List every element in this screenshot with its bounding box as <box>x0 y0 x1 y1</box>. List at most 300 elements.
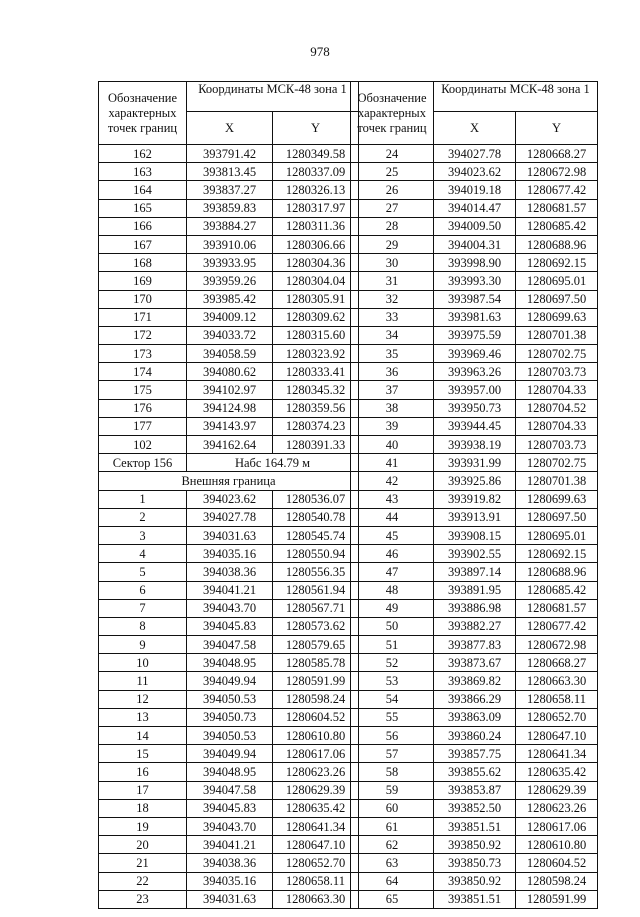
y-coordinate-cell: 1280677.42 <box>516 617 598 635</box>
y-coordinate-cell: 1280672.98 <box>516 636 598 654</box>
y-coordinate-cell: 1280610.80 <box>273 727 359 745</box>
x-coordinate-cell: 394035.16 <box>187 872 273 890</box>
point-code-cell: 65 <box>351 890 434 908</box>
x-coordinate-cell: 393998.90 <box>434 254 516 272</box>
point-code-cell: 163 <box>99 163 187 181</box>
point-code-cell: 32 <box>351 290 434 308</box>
table-row <box>351 654 598 672</box>
point-code-cell: 62 <box>351 836 434 854</box>
table-row <box>99 526 359 544</box>
table-row <box>351 854 598 872</box>
table-row <box>99 235 359 253</box>
point-code-cell: 25 <box>351 163 434 181</box>
x-coordinate-cell: 394038.36 <box>187 854 273 872</box>
point-code-cell: 53 <box>351 672 434 690</box>
y-coordinate-cell: 1280629.39 <box>516 781 598 799</box>
y-coordinate-cell: 1280635.42 <box>516 763 598 781</box>
point-code-cell: 63 <box>351 854 434 872</box>
x-coordinate-cell: 393950.73 <box>434 399 516 417</box>
x-coordinate-cell: 394009.50 <box>434 217 516 235</box>
point-code-cell: 52 <box>351 654 434 672</box>
x-coordinate-cell: 394048.95 <box>187 763 273 781</box>
y-coordinate-cell: 1280304.04 <box>273 272 359 290</box>
table-row <box>351 672 598 690</box>
table-row <box>351 617 598 635</box>
table-row <box>99 417 359 435</box>
y-coordinate-cell: 1280692.15 <box>516 254 598 272</box>
x-coordinate-cell: 393969.46 <box>434 345 516 363</box>
table-row <box>351 799 598 817</box>
y-coordinate-cell: 1280305.91 <box>273 290 359 308</box>
x-coordinate-cell: 393866.29 <box>434 690 516 708</box>
y-coordinate-cell: 1280550.94 <box>273 545 359 563</box>
point-code-cell: 171 <box>99 308 187 326</box>
y-coordinate-cell: 1280604.52 <box>516 854 598 872</box>
point-code-cell: 162 <box>99 145 187 163</box>
y-coordinate-cell: 1280699.63 <box>516 490 598 508</box>
point-code-cell: 30 <box>351 254 434 272</box>
left-table-sector <box>99 454 359 490</box>
x-coordinate-cell: 393857.75 <box>434 745 516 763</box>
table-row <box>99 745 359 763</box>
x-coordinate-cell: 394027.78 <box>434 145 516 163</box>
y-coordinate-cell: 1280652.70 <box>273 854 359 872</box>
y-coordinate-cell: 1280647.10 <box>273 836 359 854</box>
y-coordinate-cell: 1280663.30 <box>273 890 359 908</box>
table-row <box>351 636 598 654</box>
table-row <box>99 727 359 745</box>
y-coordinate-cell: 1280311.36 <box>273 217 359 235</box>
point-code-cell: 33 <box>351 308 434 326</box>
point-code-cell: 40 <box>351 436 434 454</box>
table-row <box>99 181 359 199</box>
point-code-cell: 9 <box>99 636 187 654</box>
x-coordinate-cell: 394035.16 <box>187 545 273 563</box>
y-coordinate-cell: 1280345.32 <box>273 381 359 399</box>
point-code-cell: 14 <box>99 727 187 745</box>
x-coordinate-cell: 393897.14 <box>434 563 516 581</box>
table-row <box>351 745 598 763</box>
y-coordinate-cell: 1280337.09 <box>273 163 359 181</box>
x-coordinate-cell: 393981.63 <box>434 308 516 326</box>
point-code-cell: 29 <box>351 235 434 253</box>
x-coordinate-cell: 393933.95 <box>187 254 273 272</box>
table-row <box>351 399 598 417</box>
point-code-cell: 177 <box>99 417 187 435</box>
left-table-body-b <box>99 490 359 908</box>
header-x: X <box>187 112 273 145</box>
x-coordinate-cell: 393855.62 <box>434 763 516 781</box>
y-coordinate-cell: 1280701.38 <box>516 326 598 344</box>
x-coordinate-cell: 394004.31 <box>434 235 516 253</box>
x-coordinate-cell: 394049.94 <box>187 672 273 690</box>
point-code-cell: 27 <box>351 199 434 217</box>
point-code-cell: 13 <box>99 708 187 726</box>
table-row <box>351 217 598 235</box>
table-row <box>351 235 598 253</box>
table-row <box>351 526 598 544</box>
table-row <box>99 563 359 581</box>
table-row <box>351 581 598 599</box>
table-row <box>99 581 359 599</box>
point-code-cell: 45 <box>351 526 434 544</box>
point-code-cell: 60 <box>351 799 434 817</box>
x-coordinate-cell: 394045.83 <box>187 617 273 635</box>
x-coordinate-cell: 393886.98 <box>434 599 516 617</box>
y-coordinate-cell: 1280573.62 <box>273 617 359 635</box>
point-code-cell: 5 <box>99 563 187 581</box>
y-coordinate-cell: 1280702.75 <box>516 454 598 472</box>
y-coordinate-cell: 1280635.42 <box>273 799 359 817</box>
table-row <box>99 817 359 835</box>
x-coordinate-cell: 394049.94 <box>187 745 273 763</box>
point-code-cell: 6 <box>99 581 187 599</box>
table-row <box>99 163 359 181</box>
x-coordinate-cell: 393791.42 <box>187 145 273 163</box>
y-coordinate-cell: 1280567.71 <box>273 599 359 617</box>
table-row <box>99 254 359 272</box>
x-coordinate-cell: 394047.58 <box>187 636 273 654</box>
table-row <box>99 799 359 817</box>
table-row <box>99 636 359 654</box>
x-coordinate-cell: 393813.45 <box>187 163 273 181</box>
y-coordinate-cell: 1280545.74 <box>273 526 359 544</box>
y-coordinate-cell: 1280658.11 <box>273 872 359 890</box>
table-row <box>351 708 598 726</box>
table-row <box>99 599 359 617</box>
y-coordinate-cell: 1280317.97 <box>273 199 359 217</box>
y-coordinate-cell: 1280617.06 <box>516 817 598 835</box>
point-code-cell: 2 <box>99 508 187 526</box>
x-coordinate-cell: 393882.27 <box>434 617 516 635</box>
y-coordinate-cell: 1280591.99 <box>273 672 359 690</box>
table-row <box>99 617 359 635</box>
table-row <box>351 163 598 181</box>
table-row <box>99 436 359 454</box>
table-row <box>99 781 359 799</box>
point-code-cell: 167 <box>99 235 187 253</box>
table-row <box>99 690 359 708</box>
point-code-cell: 11 <box>99 672 187 690</box>
x-coordinate-cell: 394058.59 <box>187 345 273 363</box>
point-code-cell: 28 <box>351 217 434 235</box>
x-coordinate-cell: 393959.26 <box>187 272 273 290</box>
x-coordinate-cell: 393884.27 <box>187 217 273 235</box>
table-row <box>351 254 598 272</box>
y-coordinate-cell: 1280704.33 <box>516 381 598 399</box>
right-coordinates-table <box>350 81 598 909</box>
table-row <box>99 508 359 526</box>
sector-value: Набс 164.79 м <box>187 454 359 472</box>
table-row <box>99 836 359 854</box>
table-row <box>99 345 359 363</box>
point-code-cell: 39 <box>351 417 434 435</box>
x-coordinate-cell: 394050.73 <box>187 708 273 726</box>
x-coordinate-cell: 393944.45 <box>434 417 516 435</box>
point-code-cell: 102 <box>99 436 187 454</box>
x-coordinate-cell: 393975.59 <box>434 326 516 344</box>
x-coordinate-cell: 394031.63 <box>187 526 273 544</box>
point-code-cell: 168 <box>99 254 187 272</box>
y-coordinate-cell: 1280695.01 <box>516 526 598 544</box>
y-coordinate-cell: 1280703.73 <box>516 363 598 381</box>
x-coordinate-cell: 393987.54 <box>434 290 516 308</box>
outer-boundary-row <box>99 472 359 490</box>
x-coordinate-cell: 394009.12 <box>187 308 273 326</box>
point-code-cell: 170 <box>99 290 187 308</box>
x-coordinate-cell: 393850.92 <box>434 872 516 890</box>
point-code-cell: 44 <box>351 508 434 526</box>
point-code-cell: 7 <box>99 599 187 617</box>
point-code-cell: 4 <box>99 545 187 563</box>
y-coordinate-cell: 1280672.98 <box>516 163 598 181</box>
y-coordinate-cell: 1280374.23 <box>273 417 359 435</box>
y-coordinate-cell: 1280663.30 <box>516 672 598 690</box>
x-coordinate-cell: 394031.63 <box>187 890 273 908</box>
y-coordinate-cell: 1280556.35 <box>273 563 359 581</box>
x-coordinate-cell: 394045.83 <box>187 799 273 817</box>
y-coordinate-cell: 1280704.52 <box>516 399 598 417</box>
table-row <box>351 508 598 526</box>
x-coordinate-cell: 394038.36 <box>187 563 273 581</box>
point-code-cell: 3 <box>99 526 187 544</box>
y-coordinate-cell: 1280629.39 <box>273 781 359 799</box>
x-coordinate-cell: 393863.09 <box>434 708 516 726</box>
y-coordinate-cell: 1280668.27 <box>516 145 598 163</box>
y-coordinate-cell: 1280323.92 <box>273 345 359 363</box>
point-code-cell: 169 <box>99 272 187 290</box>
point-code-cell: 174 <box>99 363 187 381</box>
x-coordinate-cell: 394041.21 <box>187 836 273 854</box>
point-code-cell: 18 <box>99 799 187 817</box>
x-coordinate-cell: 393919.82 <box>434 490 516 508</box>
point-code-cell: 42 <box>351 472 434 490</box>
table-row <box>351 690 598 708</box>
table-row <box>351 308 598 326</box>
x-coordinate-cell: 394033.72 <box>187 326 273 344</box>
y-coordinate-cell: 1280688.96 <box>516 563 598 581</box>
y-coordinate-cell: 1280359.56 <box>273 399 359 417</box>
table-row <box>99 145 359 163</box>
header-point-code: Обозначение характерных точек границ <box>99 82 187 145</box>
point-code-cell: 17 <box>99 781 187 799</box>
x-coordinate-cell: 394143.97 <box>187 417 273 435</box>
point-code-cell: 46 <box>351 545 434 563</box>
x-coordinate-cell: 393837.27 <box>187 181 273 199</box>
y-coordinate-cell: 1280677.42 <box>516 181 598 199</box>
y-coordinate-cell: 1280591.99 <box>516 890 598 908</box>
point-code-cell: 8 <box>99 617 187 635</box>
point-code-cell: 20 <box>99 836 187 854</box>
table-row <box>351 436 598 454</box>
x-coordinate-cell: 393860.24 <box>434 727 516 745</box>
point-code-cell: 38 <box>351 399 434 417</box>
point-code-cell: 57 <box>351 745 434 763</box>
table-row <box>99 217 359 235</box>
y-coordinate-cell: 1280641.34 <box>273 817 359 835</box>
x-coordinate-cell: 394050.53 <box>187 690 273 708</box>
table-row <box>99 890 359 908</box>
y-coordinate-cell: 1280699.63 <box>516 308 598 326</box>
x-coordinate-cell: 394027.78 <box>187 508 273 526</box>
x-coordinate-cell: 393993.30 <box>434 272 516 290</box>
point-code-cell: 22 <box>99 872 187 890</box>
point-code-cell: 16 <box>99 763 187 781</box>
x-coordinate-cell: 393902.55 <box>434 545 516 563</box>
y-coordinate-cell: 1280536.07 <box>273 490 359 508</box>
point-code-cell: 172 <box>99 326 187 344</box>
y-coordinate-cell: 1280703.73 <box>516 436 598 454</box>
y-coordinate-cell: 1280701.38 <box>516 472 598 490</box>
y-coordinate-cell: 1280326.13 <box>273 181 359 199</box>
y-coordinate-cell: 1280391.33 <box>273 436 359 454</box>
x-coordinate-cell: 393850.73 <box>434 854 516 872</box>
point-code-cell: 59 <box>351 781 434 799</box>
y-coordinate-cell: 1280623.26 <box>273 763 359 781</box>
table-row <box>351 454 598 472</box>
point-code-cell: 58 <box>351 763 434 781</box>
x-coordinate-cell: 394023.62 <box>187 490 273 508</box>
x-coordinate-cell: 393873.67 <box>434 654 516 672</box>
point-code-cell: 50 <box>351 617 434 635</box>
point-code-cell: 21 <box>99 854 187 872</box>
y-coordinate-cell: 1280561.94 <box>273 581 359 599</box>
table-row <box>351 417 598 435</box>
table-row <box>99 654 359 672</box>
x-coordinate-cell: 394162.64 <box>187 436 273 454</box>
y-coordinate-cell: 1280617.06 <box>273 745 359 763</box>
table-row <box>351 272 598 290</box>
point-code-cell: 26 <box>351 181 434 199</box>
outer-boundary-label: Внешняя граница <box>99 472 359 490</box>
y-coordinate-cell: 1280702.75 <box>516 345 598 363</box>
table-row <box>351 181 598 199</box>
point-code-cell: 176 <box>99 399 187 417</box>
x-coordinate-cell: 393913.91 <box>434 508 516 526</box>
point-code-cell: 10 <box>99 654 187 672</box>
x-coordinate-cell: 393963.26 <box>434 363 516 381</box>
table-row <box>351 890 598 908</box>
point-code-cell: 56 <box>351 727 434 745</box>
point-code-cell: 24 <box>351 145 434 163</box>
sector-row <box>99 454 359 472</box>
y-coordinate-cell: 1280647.10 <box>516 727 598 745</box>
y-coordinate-cell: 1280704.33 <box>516 417 598 435</box>
table-row <box>351 599 598 617</box>
y-coordinate-cell: 1280681.57 <box>516 599 598 617</box>
table-row <box>99 363 359 381</box>
x-coordinate-cell: 393985.42 <box>187 290 273 308</box>
y-coordinate-cell: 1280598.24 <box>273 690 359 708</box>
y-coordinate-cell: 1280652.70 <box>516 708 598 726</box>
point-code-cell: 175 <box>99 381 187 399</box>
x-coordinate-cell: 394014.47 <box>434 199 516 217</box>
y-coordinate-cell: 1280668.27 <box>516 654 598 672</box>
table-row <box>351 545 598 563</box>
y-coordinate-cell: 1280641.34 <box>516 745 598 763</box>
x-coordinate-cell: 393851.51 <box>434 890 516 908</box>
y-coordinate-cell: 1280585.78 <box>273 654 359 672</box>
point-code-cell: 47 <box>351 563 434 581</box>
table-row <box>99 290 359 308</box>
x-coordinate-cell: 393853.87 <box>434 781 516 799</box>
y-coordinate-cell: 1280540.78 <box>273 508 359 526</box>
header-x: X <box>434 112 516 145</box>
y-coordinate-cell: 1280623.26 <box>516 799 598 817</box>
y-coordinate-cell: 1280349.58 <box>273 145 359 163</box>
y-coordinate-cell: 1280692.15 <box>516 545 598 563</box>
y-coordinate-cell: 1280681.57 <box>516 199 598 217</box>
x-coordinate-cell: 393908.15 <box>434 526 516 544</box>
table-row <box>99 272 359 290</box>
table-row <box>99 854 359 872</box>
y-coordinate-cell: 1280688.96 <box>516 235 598 253</box>
x-coordinate-cell: 393891.95 <box>434 581 516 599</box>
point-code-cell: 49 <box>351 599 434 617</box>
table-row <box>99 381 359 399</box>
y-coordinate-cell: 1280697.50 <box>516 508 598 526</box>
point-code-cell: 164 <box>99 181 187 199</box>
table-row <box>351 363 598 381</box>
x-coordinate-cell: 393850.92 <box>434 836 516 854</box>
table-row <box>351 781 598 799</box>
point-code-cell: 23 <box>99 890 187 908</box>
x-coordinate-cell: 394041.21 <box>187 581 273 599</box>
page-number: 978 <box>310 44 330 59</box>
table-row <box>351 563 598 581</box>
table-row <box>351 345 598 363</box>
point-code-cell: 37 <box>351 381 434 399</box>
y-coordinate-cell: 1280315.60 <box>273 326 359 344</box>
x-coordinate-cell: 394019.18 <box>434 181 516 199</box>
point-code-cell: 165 <box>99 199 187 217</box>
x-coordinate-cell: 393925.86 <box>434 472 516 490</box>
table-row <box>351 472 598 490</box>
x-coordinate-cell: 394043.70 <box>187 817 273 835</box>
point-code-cell: 31 <box>351 272 434 290</box>
table-row <box>351 145 598 163</box>
left-table-body-a <box>99 145 359 454</box>
right-table-body <box>351 145 598 909</box>
x-coordinate-cell: 393957.00 <box>434 381 516 399</box>
y-coordinate-cell: 1280333.41 <box>273 363 359 381</box>
table-row <box>99 326 359 344</box>
y-coordinate-cell: 1280604.52 <box>273 708 359 726</box>
table-row <box>351 836 598 854</box>
y-coordinate-cell: 1280598.24 <box>516 872 598 890</box>
table-row <box>99 399 359 417</box>
y-coordinate-cell: 1280304.36 <box>273 254 359 272</box>
y-coordinate-cell: 1280610.80 <box>516 836 598 854</box>
y-coordinate-cell: 1280685.42 <box>516 217 598 235</box>
point-code-cell: 48 <box>351 581 434 599</box>
x-coordinate-cell: 394048.95 <box>187 654 273 672</box>
table-row <box>99 199 359 217</box>
point-code-cell: 36 <box>351 363 434 381</box>
y-coordinate-cell: 1280306.66 <box>273 235 359 253</box>
header-y: Y <box>516 112 598 145</box>
table-row <box>351 763 598 781</box>
point-code-cell: 55 <box>351 708 434 726</box>
table-row <box>351 727 598 745</box>
table-row <box>99 308 359 326</box>
x-coordinate-cell: 394124.98 <box>187 399 273 417</box>
y-coordinate-cell: 1280579.65 <box>273 636 359 654</box>
point-code-cell: 41 <box>351 454 434 472</box>
point-code-cell: 166 <box>99 217 187 235</box>
point-code-cell: 15 <box>99 745 187 763</box>
table-row <box>99 545 359 563</box>
